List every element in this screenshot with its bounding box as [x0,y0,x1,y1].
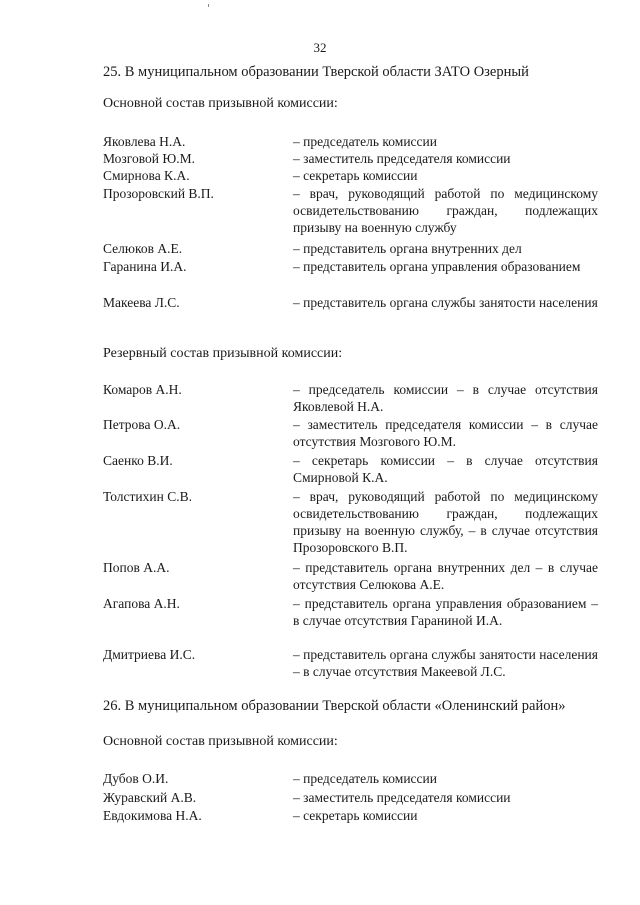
member-name: Макеева Л.С. [103,295,180,310]
member-role: – секретарь комиссии [293,808,418,823]
member-role: – представитель органа внутренних дел – в случае отсутствия Селюкова А.Е. [293,560,598,592]
scan-speck [208,4,209,7]
member-name: Селюков А.Е. [103,241,183,256]
member-name: Смирнова К.А. [103,168,190,183]
member-name: Мозговой Ю.М. [103,151,195,166]
member-role: – председатель комиссии [293,134,437,149]
member-role: – председатель комиссии [293,771,437,786]
member-name: Евдокимова Н.А. [103,808,202,823]
member-name: Яковлева Н.А. [103,134,186,149]
member-role: – представитель органа внутренних дел [293,241,522,256]
member-name: Журавский А.В. [103,790,197,805]
member-role: – секретарь комиссии [293,168,418,183]
member-role: – представитель органа управления образованием [293,259,581,274]
member-role: – врач, руководящий работой по медицинскому освидетельствованию граждан, подлежащих призыву на военную службу, – в случае отсутствия Прозоровского В.П. [293,489,598,555]
member-name: Попов А.А. [103,560,170,575]
member-name: Прозоровский В.П. [103,186,214,201]
section-heading-25: 25. В муниципальном образовании Тверской области ЗАТО Озерный [103,64,529,80]
reserve-composition-title-25: Резервный состав призывной комиссии: [103,346,343,361]
member-role: – заместитель председателя комиссии [293,790,511,805]
member-name: Саенко В.И. [103,453,173,468]
member-name: Петрова О.А. [103,417,181,432]
section-heading-26: 26. В муниципальном образовании Тверской области «Оленинский район» [103,698,566,714]
member-name: Гаранина И.А. [103,259,187,274]
member-role: – представитель органа управления образованием – в случае отсутствия Гараниной И.А. [293,596,598,628]
member-role: – секретарь комиссии – в случае отсутствия Смирновой К.А. [293,453,598,485]
page-number: 32 [313,40,327,55]
main-composition-title-25: Основной состав призывной комиссии: [103,96,338,111]
member-role: – врач, руководящий работой по медицинскому освидетельствованию граждан, подлежащих призыву на военную службу [293,186,598,235]
member-name: Агапова А.Н. [103,596,180,611]
member-role: – заместитель председателя комиссии [293,151,511,166]
member-role: – представитель органа службы занятости населения – в случае отсутствия Макеевой Л.С. [293,647,598,679]
main-composition-title-26: Основной состав призывной комиссии: [103,734,338,749]
member-name: Комаров А.Н. [103,382,182,397]
member-name: Дмитриева И.С. [103,647,196,662]
member-role: – председатель комиссии – в случае отсутствия Яковлевой Н.А. [293,382,598,414]
member-role: – представитель органа службы занятости населения [293,295,598,310]
member-name: Толстихин С.В. [103,489,192,504]
member-name: Дубов О.И. [103,771,169,786]
member-role: – заместитель председателя комиссии – в случае отсутствия Мозгового Ю.М. [293,417,598,449]
